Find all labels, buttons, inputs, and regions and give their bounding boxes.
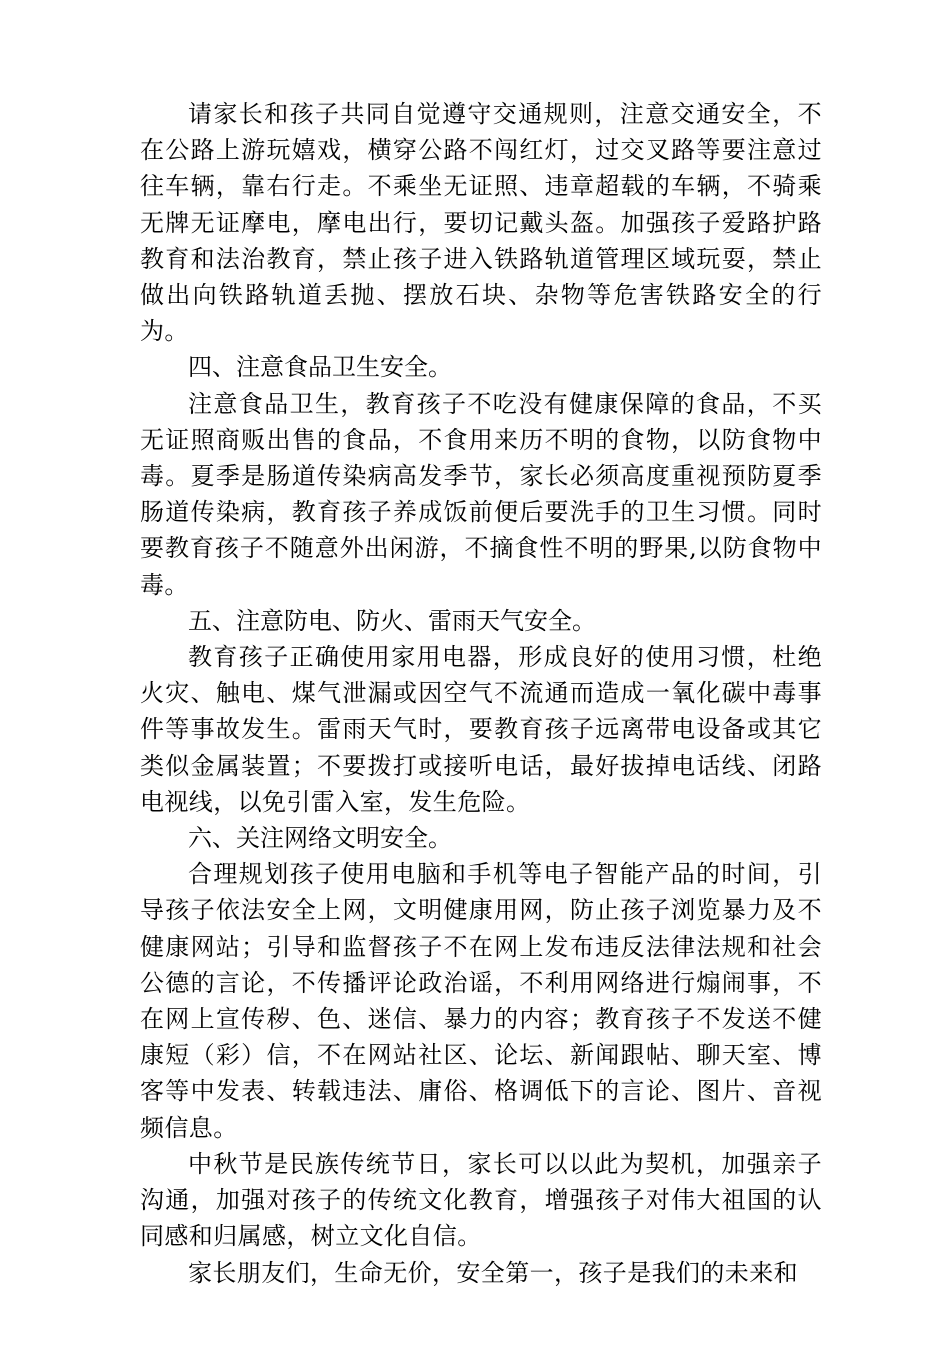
document-body — [140, 96, 822, 1291]
paragraph-closing: 家长朋友们，生命无价，安全第一，孩子是我们的未来和 — [188, 1258, 798, 1287]
paragraph-electric-fire-safety: 教育孩子正确使用家用电器，形成良好的使用习惯，杜绝火灾、触电、煤气泄漏或因空气不流通而造成一氧化碳中毒事件等事故发生。雷雨天气时，要教育孩子远离带电设备或其它类似金属装置；不要拨打或接听电话，最好拔掉电话线、闭路电视线，以免引雷入室，发生危险。 — [140, 643, 822, 816]
paragraph-internet-safety: 合理规划孩子使用电脑和手机等电子智能产品的时间，引导孩子依法安全上网，文明健康用网，防止孩子浏览暴力及不健康网站；引导和监督孩子不在网上发布违反法律法规和社会公德的言论，不传播评论政治谣，不利用网络进行煽闹事，不在网上宣传秽、色、迷信、暴力的内容；教育孩子不发送不健康短（彩）信，不在网站社区、论坛、新闻跟帖、聊天室、博客等中发表、转载违法、庸俗、格调低下的言论、图片、音视频信息。 — [140, 860, 822, 1142]
heading-electric-fire-safety: 五、注意防电、防火、雷雨天气安全。 — [188, 606, 596, 635]
heading-food-safety: 四、注意食品卫生安全。 — [188, 353, 452, 382]
paragraph-food-safety: 注意食品卫生，教育孩子不吃没有健康保障的食品，不买无证照商贩出售的食品，不食用来历不明的食物，以防食物中毒。夏季是肠道传染病高发季节，家长必须高度重视预防夏季肠道传染病，教育孩子养成饭前便后要洗手的卫生习惯。同时要教育孩子不随意外出闲游，不摘食性不明的野果,以防食物中毒。 — [140, 389, 822, 599]
paragraph-mid-autumn: 中秋节是民族传统节日，家长可以以此为契机，加强亲子沟通，加强对孩子的传统文化教育，增强孩子对伟大祖国的认同感和归属感，树立文化自信。 — [140, 1149, 822, 1251]
heading-internet-safety: 六、关注网络文明安全。 — [188, 824, 452, 853]
paragraph-traffic-safety: 请家长和孩子共同自觉遵守交通规则，注意交通安全，不在公路上游玩嬉戏，横穿公路不闯红灯，过交叉路等要注意过往车辆，靠右行走。不乘坐无证照、违章超载的车辆，不骑乘无牌无证摩电，摩电出行，要切记戴头盔。加强孩子爱路护路教育和法治教育，禁止孩子进入铁路轨道管理区域玩耍，禁止做出向铁路轨道丢抛、摆放石块、杂物等危害铁路安全的行为。 — [140, 100, 822, 346]
